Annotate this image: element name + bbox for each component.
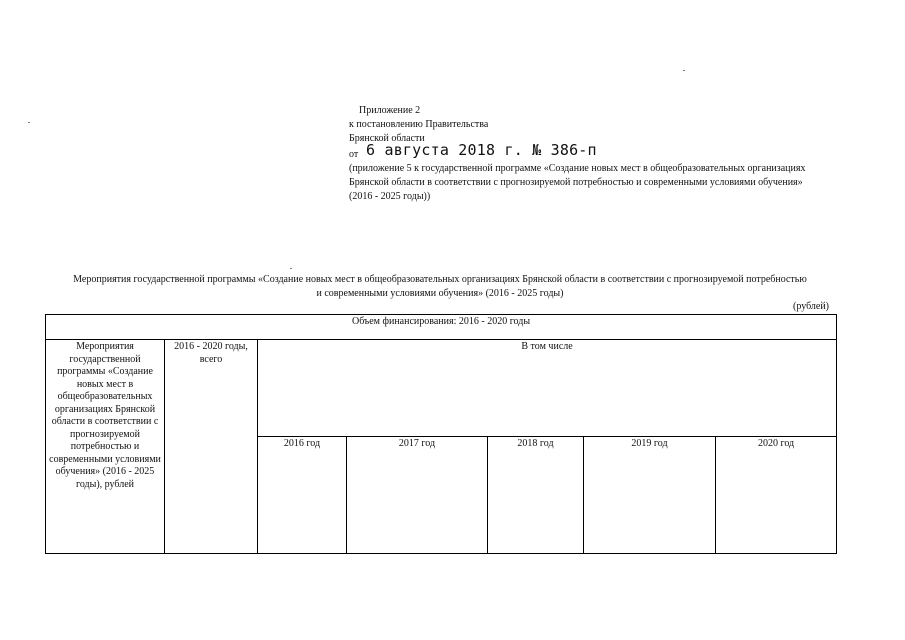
appendix-date-prefix: от — [349, 149, 359, 160]
year-2020-header: 2020 год — [716, 437, 837, 554]
total-column-header: 2016 - 2020 годы, всего — [165, 340, 258, 554]
unit-label: (рублей) — [793, 301, 830, 312]
year-2016-header: 2016 год — [258, 437, 347, 554]
year-2018-header: 2018 год — [488, 437, 584, 554]
scan-speck — [28, 122, 30, 123]
year-2017-header: 2017 год — [347, 437, 488, 554]
appendix-note: (приложение 5 к государственной программе «Создание новых мест в общеобразовательных организациях Брянской области в соответствии с прогнозируемой потребностью и современными условиями обучения» (2016 - 2025 годы)) — [349, 163, 806, 202]
including-header: В том числе — [258, 340, 837, 437]
financing-volume-header: Объем финансирования: 2016 - 2020 годы — [46, 315, 837, 340]
appendix-line-1: Приложение 2 — [359, 105, 421, 116]
appendix-block — [349, 104, 814, 204]
scan-speck — [290, 268, 292, 269]
scan-speck — [683, 70, 685, 71]
year-2019-header: 2019 год — [584, 437, 716, 554]
financing-table — [45, 314, 837, 554]
table-header-row — [46, 315, 837, 340]
document-title: Мероприятия государственной программы «Создание новых мест в общеобразовательных организациях Брянской области в соответствии с прогнозируемой потребностью и современными условиями обучения» (2016 - 2025 годы) — [73, 274, 807, 299]
appendix-date-number-stamp: 6 августа 2018 г. № 386-п — [366, 141, 597, 159]
table-subheader-row — [46, 340, 837, 437]
appendix-line-3: Брянской области — [349, 133, 425, 144]
appendix-line-2: к постановлению Правительства — [349, 119, 489, 130]
program-column-header: Мероприятия государственной программы «Создание новых мест в общеобразовательных организациях Брянской области в соответствии с прогнозируемой потребностью и современными условиями обучения» (2016 - 2025 годы), рублей — [46, 340, 165, 554]
appendix-date-row — [349, 141, 814, 162]
